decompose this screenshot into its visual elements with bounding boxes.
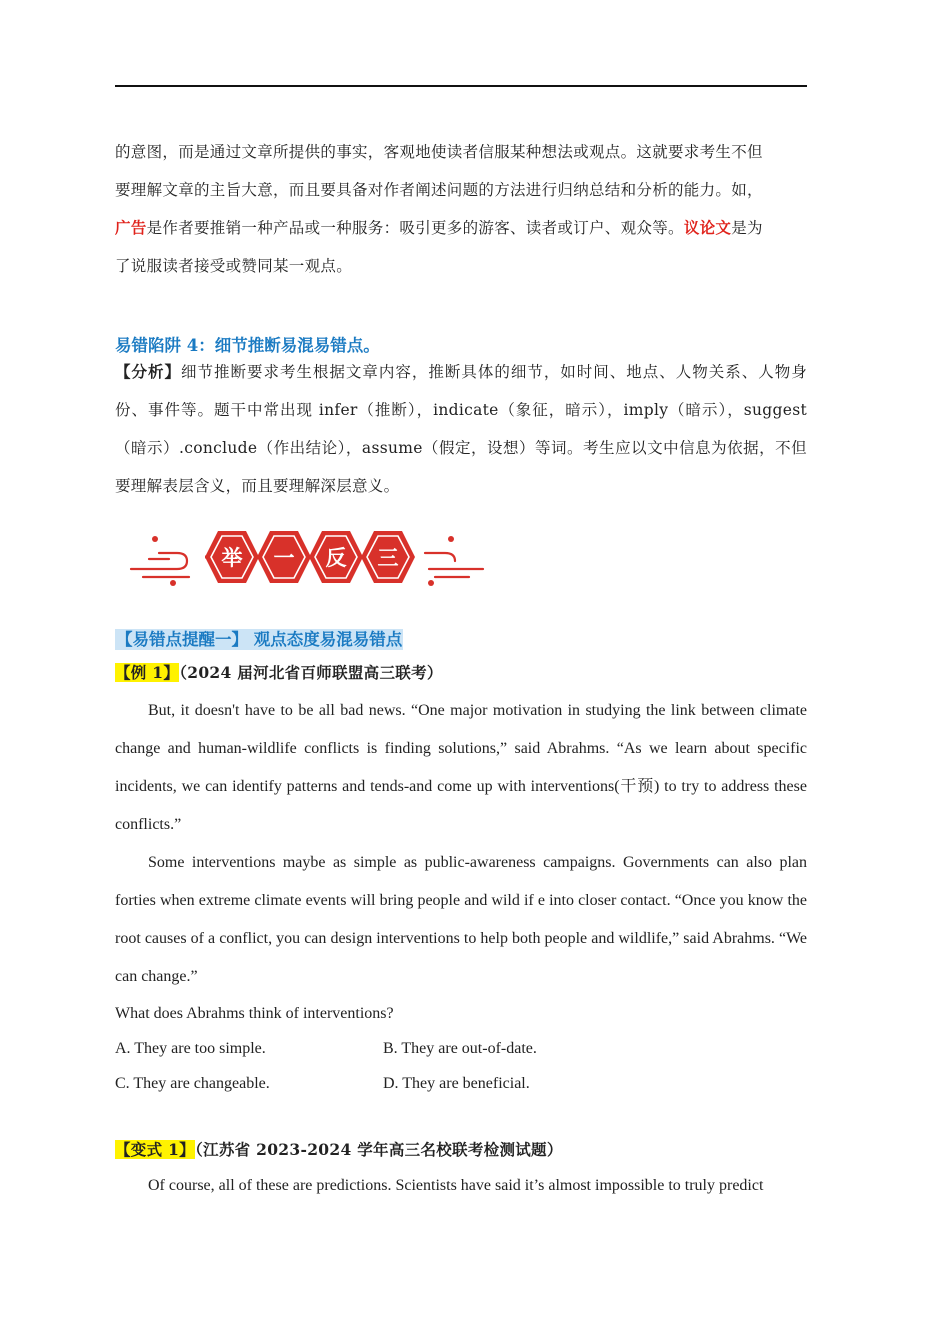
example1-header (115, 658, 807, 688)
banner-juyifansan (129, 525, 489, 589)
example1-source: （2024 届河北省百师联盟高三联考） (179, 663, 443, 682)
analysis-label: 【分析】 (115, 362, 181, 381)
banner-char-2: 一 (273, 546, 295, 570)
banner-char-1: 举 (221, 546, 243, 570)
term-advertisement: 广告 (115, 218, 147, 237)
option-a[interactable]: A. They are too simple. (115, 1040, 266, 1057)
reminder1-heading: 【易错点提醒一】 观点态度易混易错点 (116, 630, 403, 649)
reminder1-heading-row (115, 626, 807, 654)
variant1-label: 【变式 1】 (115, 1140, 195, 1159)
variant1-paragraph-1: Of course, all of these are predictions. Scientists have said it’s almost impossible to truly predict (148, 1177, 764, 1194)
option-b[interactable]: B. They are out-of-date. (383, 1040, 537, 1057)
variant1-header (115, 1135, 807, 1165)
example1-paragraph-2: Some interventions maybe as simple as public-awareness campaigns. Governments can also plan forties when extreme climate events will bring people and wild if e into closer contact. “Once you know the root causes of a conflict, you can design interventions to help both people and wildlife,” said Abrahms. “We can change.” (115, 854, 807, 985)
intro-line-3-end: 是为 (731, 219, 763, 237)
options-row-2 (115, 1066, 807, 1101)
banner-char-3: 反 (325, 546, 347, 570)
variant1-source: （江苏省 2023-2024 学年高三名校联考检测试题） (194, 1140, 563, 1159)
example1-paragraph-1: But, it doesn't have to be all bad news. “One major motivation in studying the link between climate change and human-wildlife conflicts is finding solutions,” said Abrahms. “As we learn about specific incidents, we can identify patterns and tends-and come up with interventions(干预) to try to address these conflicts.” (115, 702, 807, 833)
banner-graphic (129, 525, 489, 589)
trap4-analysis (115, 353, 807, 505)
intro-line-1: 的意图，而是通过文章所提供的事实，客观地使读者信服某种想法或观点。这就要求考生不但 (115, 143, 763, 161)
intro-paragraph (115, 133, 807, 285)
trap4-title: 易错陷阱 4：细节推断易混易错点。 (115, 336, 380, 355)
example1-label: 【例 1】 (115, 663, 180, 682)
option-d[interactable]: D. They are beneficial. (383, 1075, 530, 1092)
document-body (115, 133, 807, 1205)
banner-char-4: 三 (377, 546, 399, 570)
intro-line-2: 要理解文章的主旨大意，而且要具备对作者阐述问题的方法进行归纳总结和分析的能力。如， (115, 181, 763, 199)
option-c[interactable]: C. They are changeable. (115, 1075, 270, 1092)
options-row-1 (115, 1031, 807, 1066)
term-argumentative-essay: 议论文 (683, 218, 732, 237)
header-rule (115, 85, 807, 87)
example1-question: What does Abrahms think of interventions? (115, 1005, 394, 1022)
intro-line-3: 是作者要推销一种产品或一种服务：吸引更多的游客、读者或订户、观众等。 (146, 219, 684, 237)
intro-line-4: 了说服读者接受或赞同某一观点。 (115, 257, 353, 275)
analysis-text: 细节推断要求考生根据文章内容，推断具体的细节，如时间、地点、人物关系、人物身份、事件等。题干中常出现 infer（推断），indicate（象征，暗示），imply（暗示），suggest（暗示）.conclude（作出结论），assume（假定，设想）等词。考生应以文中信息为依据，不但要理解表层含义，而且要理解深层意义。 (115, 363, 808, 495)
